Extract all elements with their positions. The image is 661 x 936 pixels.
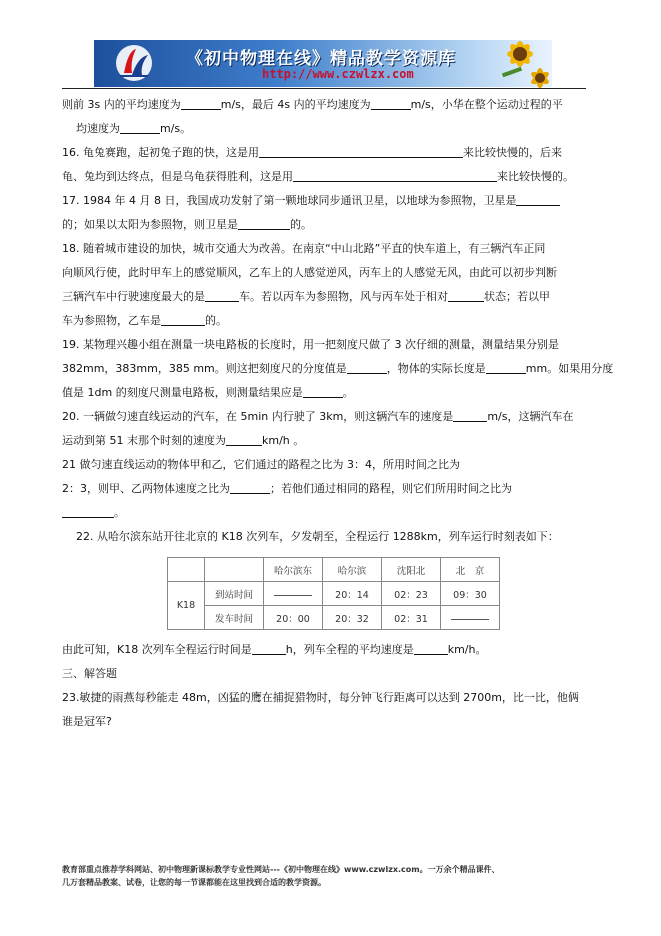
time-cell: 09：30 xyxy=(441,582,500,606)
question-19-line2: 382mm，383mm，385 mm。则这把刻度尺的分度值是 ，物体的实际长度是 mm。如果用分度 xyxy=(62,362,614,375)
answer-blank[interactable] xyxy=(371,97,411,110)
station-cell: 北 京 xyxy=(441,558,500,582)
time-cell: 20：14 xyxy=(323,582,382,606)
answer-blank[interactable] xyxy=(516,193,560,206)
answer-blank[interactable] xyxy=(486,361,526,374)
question-21: 21 做匀速直线运动的物体甲和乙，它们通过的路程之比为 3：4，所用时间之比为 xyxy=(62,458,460,471)
worksheet-body xyxy=(62,93,614,734)
answer-blank[interactable] xyxy=(448,289,484,302)
section-heading: 三、解答题 xyxy=(62,667,117,680)
question-17-cont: 的；如果以太阳为参照物，则卫星是 的。 xyxy=(62,218,312,231)
answer-blank[interactable] xyxy=(259,145,463,158)
question-17: 17. 1984 年 4 月 8 日，我国成功发射了第一颗地球同步通讯卫星，以地球为参照物，卫星是 xyxy=(62,189,588,213)
banner-title: 《初中物理在线》精品教学资源库 xyxy=(186,49,456,69)
page-footer xyxy=(62,863,592,889)
time-cell xyxy=(264,582,323,606)
table-row xyxy=(168,582,500,606)
station-cell: 哈尔滨东 xyxy=(264,558,323,582)
question-18-line4: 车为参照物，乙车是 的。 xyxy=(62,314,227,327)
answer-blank[interactable] xyxy=(414,642,448,655)
answer-blank[interactable] xyxy=(347,361,387,374)
time-cell: 20：00 xyxy=(264,606,323,630)
answer-blank[interactable] xyxy=(62,505,114,518)
row-label: 到站时间 xyxy=(205,582,264,606)
question-23: 23.敏捷的雨燕每秒能走 48m，凶猛的鹰在捕捉猎物时，每分钟飞行距离可以达到 2700m，比一比，他俩 xyxy=(62,691,579,704)
answer-blank[interactable] xyxy=(453,409,487,422)
answer-blank[interactable] xyxy=(252,642,286,655)
answer-blank[interactable] xyxy=(226,433,262,446)
question-21-line3: 。 xyxy=(62,501,588,525)
question-22-answer: 由此可知，K18 次列车全程运行时间是 h，列车全程的平均速度是 km/h。 xyxy=(62,643,487,656)
empty-dash xyxy=(274,590,312,596)
question-23-line2: 谁是冠军? xyxy=(62,715,112,728)
question-16-cont: 龟、兔均到达终点，但是乌龟获得胜利，这是用 来比较快慢的。 xyxy=(62,170,574,183)
table-row xyxy=(168,606,500,630)
question-18-line3: 三辆汽车中行驶速度最大的是 车。若以丙车为参照物，风与丙车处于相对 状态；若以甲 xyxy=(62,290,550,303)
answer-blank[interactable] xyxy=(303,385,343,398)
header-banner xyxy=(94,40,552,87)
site-logo xyxy=(114,43,154,83)
table-row xyxy=(168,558,500,582)
header-rule xyxy=(62,88,586,89)
time-cell: 02：23 xyxy=(382,582,441,606)
time-cell xyxy=(441,606,500,630)
question-22: 22. 从哈尔滨东站开往北京的 K18 次列车，夕发朝至，全程运行 1288km，列车运行时刻表如下： xyxy=(76,530,559,543)
question-19-line3: 值是 1dm 的刻度尺测量电路板，则测量结果应是 。 xyxy=(62,386,354,399)
answer-blank[interactable] xyxy=(181,97,221,110)
answer-blank[interactable] xyxy=(230,481,270,494)
answer-blank[interactable] xyxy=(293,169,497,182)
question-20: 20. 一辆做匀速直线运动的汽车，在 5min 内行驶了 3km，则这辆汽车的速度是 m/s，这辆汽车在 xyxy=(62,410,574,423)
answer-blank[interactable] xyxy=(205,289,239,302)
question-18-line2: 向顺风行使，此时甲车上的感觉顺风，乙车上的人感觉逆风，丙车上的人感觉无风，由此可以初步判断 xyxy=(62,266,557,279)
question-21-line2: 2：3，则甲、乙两物体速度之比为 ；若他们通过相同的路程，则它们所用时间之比为 xyxy=(62,482,512,495)
banner-url: http://www.czwlzx.com xyxy=(262,67,414,81)
question-20-line2: 运动到第 51 末那个时刻的速度为 km/h 。 xyxy=(62,434,305,447)
empty-dash xyxy=(451,614,489,620)
footer-line: 教育部重点推荐学科网站、初中物理新课标教学专业性网站---《初中物理在线》www.czwlzx.com。一万余个精品课件、 xyxy=(62,865,500,874)
footer-line: 几万套精品教案、试卷，让您的每一节课都能在这里找到合适的教学资源。 xyxy=(62,878,326,887)
station-cell: 沈阳北 xyxy=(382,558,441,582)
answer-blank[interactable] xyxy=(161,313,205,326)
train-timetable xyxy=(167,557,500,630)
station-cell: 哈尔滨 xyxy=(323,558,382,582)
row-label: 发车时间 xyxy=(205,606,264,630)
answer-blank[interactable] xyxy=(120,121,160,134)
line-1: 则前 3s 内的平均速度为 m/s，最后 4s 内的平均速度为 m/s，小华在整个运动过程的平 xyxy=(62,98,563,111)
sunflower-icon xyxy=(480,40,550,87)
question-18: 18. 随着城市建设的加快，城市交通大为改善。在南京“中山北路”平直的快车道上，有三辆汽车正同 xyxy=(62,242,546,255)
question-16: 16. 龟兔赛跑，起初兔子跑的快，这是用 来比较快慢的，后来 xyxy=(62,146,562,159)
time-cell: 20：32 xyxy=(323,606,382,630)
line-2: 均速度为 m/s。 xyxy=(76,122,192,135)
time-cell: 02：31 xyxy=(382,606,441,630)
question-19: 19. 某物理兴趣小组在测量一块电路板的长度时，用一把刻度尺做了 3 次仔细的测量，测量结果分别是 xyxy=(62,338,559,351)
answer-blank[interactable] xyxy=(238,217,290,230)
train-number-cell: K18 xyxy=(168,582,205,630)
